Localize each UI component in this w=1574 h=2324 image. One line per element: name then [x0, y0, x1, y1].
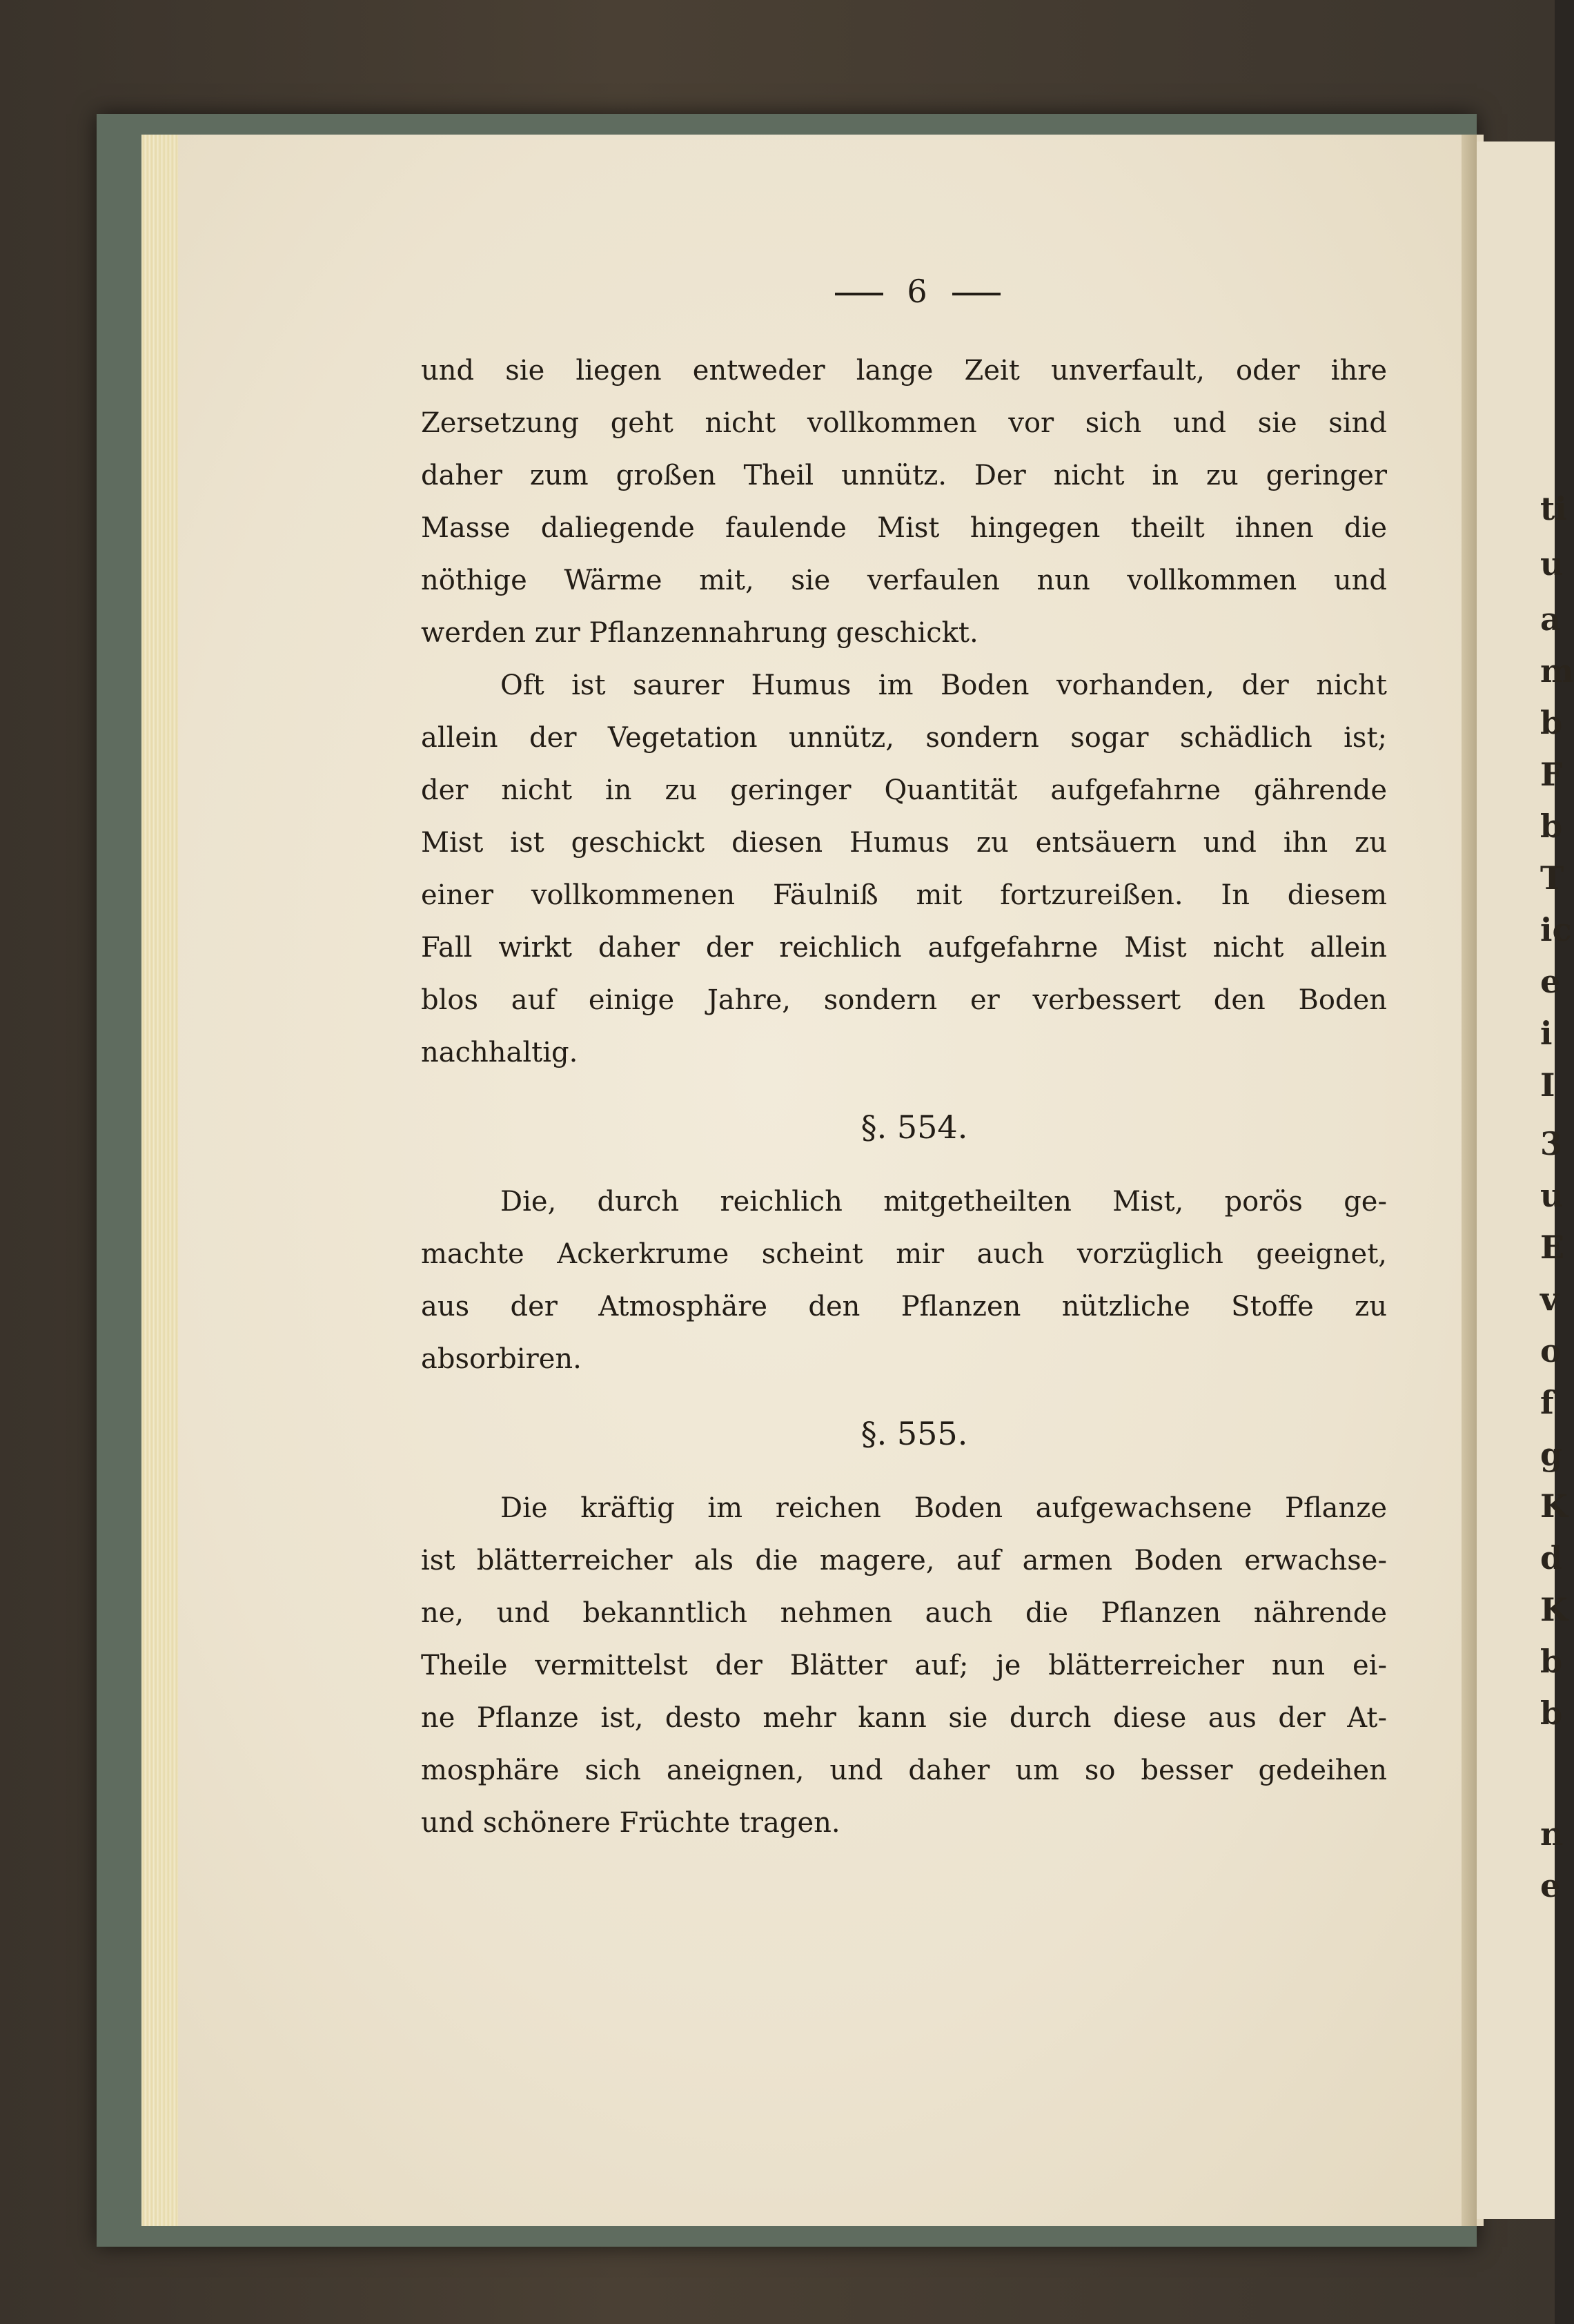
- next-page-fragment: 3: [1540, 1125, 1563, 1162]
- section-heading-555: §. 555.: [860, 1415, 968, 1452]
- next-page-fragment: e: [1540, 1867, 1561, 1904]
- next-page-fragment: v: [1540, 1280, 1559, 1318]
- page-number: 6: [449, 273, 1387, 314]
- section-554-paragraph: [421, 1175, 1387, 1385]
- text-line: ne, und bekanntlich nehmen auch die Pflanzen nährende: [421, 1597, 1387, 1629]
- page-text-block: [421, 273, 1387, 1849]
- text-line: Mist ist geschickt diesen Humus zu entsäuern und ihn zu: [421, 827, 1387, 859]
- text-line: Die, durch reichlich mitgetheilten Mist, porös ge-: [500, 1186, 1387, 1218]
- next-page-fragment: f: [1540, 1384, 1554, 1421]
- text-line: aus der Atmosphäre den Pflanzen nützliche Stoffe zu: [421, 1291, 1387, 1322]
- text-line: allein der Vegetation unnütz, sondern sogar schädlich ist;: [421, 722, 1387, 754]
- next-page-fragment: u: [1540, 1177, 1564, 1214]
- next-page-fragment: K: [1540, 1487, 1568, 1525]
- text-line: einer vollkommenen Fäulniß mit fortzureißen. In diesem: [421, 879, 1387, 911]
- next-page-fragment: b: [1540, 1643, 1563, 1680]
- text-line: Die kräftig im reichen Boden aufgewachsene Pflanze: [500, 1492, 1387, 1524]
- next-page-fragment: u: [1540, 545, 1564, 583]
- text-line: mosphäre sich aneignen, und daher um so besser gedeihen: [421, 1755, 1387, 1786]
- text-line: nachhaltig.: [421, 1037, 578, 1068]
- next-page-fragment: ic: [1540, 911, 1572, 948]
- text-line: Theile vermittelst der Blätter auf; je blätterreicher nun ei-: [421, 1650, 1387, 1681]
- text-line: Oft ist saurer Humus im Boden vorhanden, der nicht: [500, 670, 1387, 701]
- next-page-fragment: ti: [1540, 490, 1567, 527]
- next-page-fragment: I: [1540, 1066, 1555, 1104]
- next-page-fragment: a: [1540, 600, 1561, 638]
- next-page-fragment: e: [1540, 963, 1561, 1000]
- text-line: absorbiren.: [421, 1343, 582, 1375]
- text-line: werden zur Pflanzennahrung geschickt.: [421, 617, 978, 649]
- text-line: nöthige Wärme mit, sie verfaulen nun vollkommen und: [421, 565, 1387, 596]
- section-555-paragraph: [421, 1482, 1387, 1849]
- next-page-fragment: K: [1540, 1591, 1568, 1628]
- section-heading-554: §. 554.: [860, 1109, 968, 1146]
- page-edges: [141, 135, 183, 2226]
- text-line: Masse daliegende faulende Mist hingegen theilt ihnen die: [421, 512, 1387, 544]
- next-page-fragment: d: [1540, 1539, 1563, 1576]
- text-line: machte Ackerkrume scheint mir auch vorzüglich geeignet,: [421, 1238, 1387, 1270]
- next-page-edge: [1477, 141, 1574, 2219]
- text-line: ne Pflanze ist, desto mehr kann sie durch diese aus der At-: [421, 1702, 1387, 1734]
- next-page-fragment: n: [1540, 1815, 1564, 1853]
- next-page-fragment: b: [1540, 1695, 1563, 1732]
- text-line: daher zum großen Theil unnütz. Der nicht in zu geringer: [421, 460, 1387, 491]
- paragraph-2: [421, 659, 1387, 1079]
- text-line: Fall wirkt daher der reichlich aufgefahrne Mist nicht allein: [421, 932, 1387, 964]
- book-gutter: [1462, 135, 1477, 2226]
- text-line: und sie liegen entweder lange Zeit unverfault, oder ihre: [421, 355, 1387, 387]
- next-page-fragment: b: [1540, 704, 1563, 741]
- next-page-fragment: T: [1540, 859, 1564, 897]
- text-line: ist blätterreicher als die magere, auf armen Boden erwachse-: [421, 1545, 1387, 1576]
- next-page-fragment: g: [1540, 1436, 1563, 1473]
- next-page-fragment: E: [1540, 1229, 1565, 1266]
- text-line: der nicht in zu geringer Quantität aufgefahrne gährende: [421, 774, 1387, 806]
- text-line: Zersetzung geht nicht vollkommen vor sich und sie sind: [421, 407, 1387, 439]
- next-page-fragment: i: [1540, 1015, 1553, 1052]
- next-page-fragment: b: [1540, 808, 1563, 845]
- text-line: und schönere Früchte tragen.: [421, 1807, 840, 1839]
- text-line: blos auf einige Jahre, sondern er verbessert den Boden: [421, 984, 1387, 1016]
- paragraph-1: [421, 344, 1387, 659]
- next-page-fragment: o: [1540, 1332, 1562, 1369]
- next-page-fragment: m: [1540, 652, 1574, 690]
- next-page-fragment: F: [1540, 756, 1563, 793]
